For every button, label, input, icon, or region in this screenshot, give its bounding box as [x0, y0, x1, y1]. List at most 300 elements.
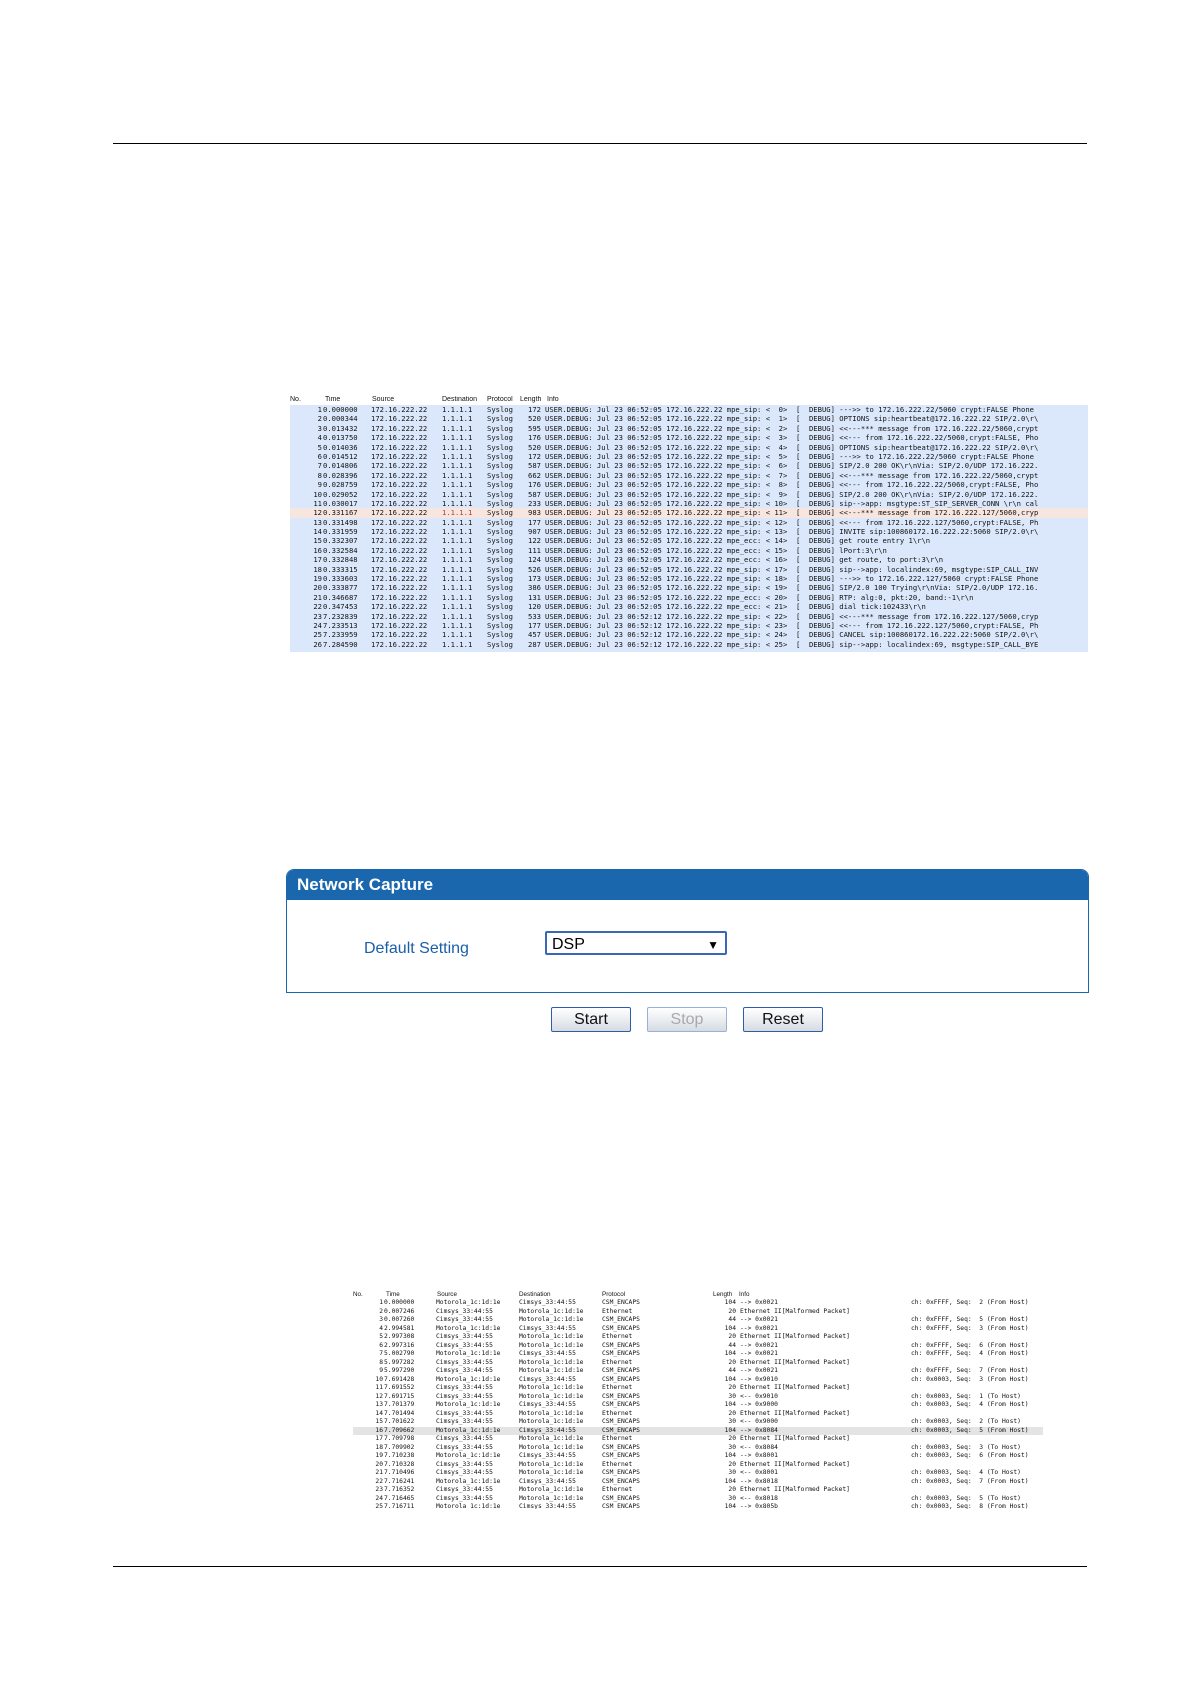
cell-length: 122: [528, 536, 541, 546]
cell-destination: 1.1.1.1: [442, 574, 473, 584]
cell-length: 176: [528, 480, 541, 490]
cell-source: 172.16.222.22: [371, 414, 428, 424]
table-row[interactable]: [353, 1350, 1043, 1359]
cell-length: 111: [528, 545, 541, 555]
table-row[interactable]: [290, 490, 1088, 499]
table-row[interactable]: [290, 565, 1088, 574]
cell-no: 1: [379, 1299, 383, 1306]
cell-info-channel: ch: 0x0003, Seq: 2 (To Host): [911, 1418, 1021, 1425]
table-row[interactable]: [353, 1503, 1043, 1509]
cell-info: USER.DEBUG: Jul 23 06:52:05 172.16.222.22 mpe_sip: < 0> [ DEBUG] --->> to 172.16.222.22/5060 crypt:FALSE Phone: [545, 405, 1034, 414]
cell-destination: 1.1.1.1: [442, 508, 473, 518]
cell-length: 386: [528, 583, 541, 593]
cell-destination: 1.1.1.1: [442, 480, 473, 490]
cell-info: <-- 0x8018: [740, 1494, 778, 1502]
syslog-capture-packet-list: [290, 396, 1088, 652]
cell-time: 7.716352: [384, 1486, 415, 1493]
cell-info: Ethernet II[Malformed Packet]: [740, 1333, 850, 1340]
cell-no: 19: [375, 1452, 383, 1459]
cell-info: --> 0x0021: [740, 1316, 778, 1323]
cell-no: 2: [317, 414, 322, 424]
table-row[interactable]: [353, 1461, 1043, 1470]
cell-time: 0.331959: [323, 527, 358, 537]
cell-destination: 1.1.1.1: [442, 433, 473, 443]
cell-protocol: Syslog: [487, 451, 513, 461]
cell-source: 172.16.222.22: [371, 630, 428, 640]
table-row[interactable]: [353, 1376, 1043, 1385]
cell-protocol: CSM_ENCAPS: [602, 1350, 640, 1357]
cell-info: USER.DEBUG: Jul 23 06:52:12 172.16.222.22 mpe_sip: < 24> [ DEBUG] CANCEL sip:100860172.16.222.22:5060 SIP/2.0\r\: [545, 630, 1039, 640]
column-header-destination: Destination: [442, 396, 478, 403]
table-row[interactable]: [353, 1333, 1043, 1342]
cell-destination: Cimsys_33:44:55: [519, 1477, 576, 1485]
cell-protocol: Syslog: [487, 564, 513, 574]
cell-length: 30: [728, 1392, 736, 1400]
cell-protocol: Syslog: [487, 602, 513, 612]
cell-time: 0.030017: [323, 498, 358, 508]
cell-destination: Motorola_1c:1d:1e: [519, 1367, 584, 1374]
table-row[interactable]: [290, 461, 1088, 470]
cell-destination: Motorola_1c:1d:1e: [519, 1316, 584, 1323]
cell-info: USER.DEBUG: Jul 23 06:52:05 172.16.222.22 mpe_sip: < 6> [ DEBUG] SIP/2.0 200 OK\r\nVia: SIP/2.0/UDP 172.16.222.: [545, 461, 1039, 471]
table-row[interactable]: [353, 1444, 1043, 1453]
cell-destination: 1.1.1.1: [442, 461, 473, 471]
cell-source: 172.16.222.22: [371, 423, 428, 433]
table-row[interactable]: [353, 1418, 1043, 1427]
cell-destination: 1.1.1.1: [442, 517, 473, 527]
cell-destination: Cimsys_33:44:55: [519, 1401, 576, 1408]
table-row[interactable]: [353, 1469, 1043, 1478]
cell-source: 172.16.222.22: [371, 405, 428, 414]
cell-time: 0.333603: [323, 574, 358, 584]
cell-length: 104: [724, 1299, 736, 1306]
column-header-length: Length: [713, 1291, 733, 1298]
cell-info-channel: ch: 0x0003, Seq: 3 (From Host): [911, 1375, 1029, 1383]
table-row[interactable]: [290, 574, 1088, 583]
cell-info: --> 0x8001: [740, 1452, 778, 1459]
cell-time: 0.000000: [384, 1299, 415, 1306]
cell-info: <-- 0x8084: [740, 1443, 778, 1451]
table-row[interactable]: [290, 593, 1088, 602]
column-header-info: Info: [739, 1291, 750, 1298]
cell-destination: 1.1.1.1: [442, 620, 473, 630]
cell-time: 7.701494: [384, 1409, 415, 1417]
cell-no: 15: [375, 1418, 383, 1425]
cell-length: 44: [728, 1367, 736, 1374]
cell-no: 17: [375, 1435, 383, 1442]
cell-length: 104: [724, 1350, 736, 1357]
column-header-time: Time: [325, 396, 341, 403]
cell-time: 7.716241: [384, 1477, 415, 1485]
cell-time: 7.716711: [384, 1503, 415, 1509]
table-row[interactable]: [353, 1410, 1043, 1419]
cell-info-channel: ch: 0xFFFF, Seq: 3 (From Host): [911, 1324, 1029, 1332]
cell-destination: 1.1.1.1: [442, 564, 473, 574]
cell-no: 16: [313, 545, 322, 555]
cell-length: 176: [528, 433, 541, 443]
table-row[interactable]: [290, 405, 1088, 414]
cell-info-channel: ch: 0x0003, Seq: 4 (To Host): [911, 1469, 1021, 1476]
cell-protocol: Syslog: [487, 574, 513, 584]
cell-no: 7: [379, 1350, 383, 1357]
cell-destination: Motorola_1c:1d:1e: [519, 1409, 584, 1417]
table-row[interactable]: [353, 1427, 1043, 1436]
cell-info: USER.DEBUG: Jul 23 06:52:05 172.16.222.22 mpe_ecc: < 20> [ DEBUG] RTP: alg:0, pkt:20, band:-1\r\n: [545, 592, 974, 602]
cell-length: 44: [728, 1316, 736, 1323]
cell-source: Cimsys_33:44:55: [436, 1392, 493, 1400]
table-row[interactable]: [290, 424, 1088, 433]
cell-source: Cimsys_33:44:55: [436, 1307, 493, 1315]
cell-protocol: Syslog: [487, 470, 513, 480]
table-row[interactable]: [290, 414, 1088, 423]
cell-time: 7.709902: [384, 1443, 415, 1451]
cell-destination: 1.1.1.1: [442, 639, 473, 649]
cell-no: 21: [375, 1469, 383, 1476]
table-row[interactable]: [290, 536, 1088, 545]
cell-protocol: CSM_ENCAPS: [602, 1316, 640, 1323]
cell-source: 172.16.222.22: [371, 498, 428, 508]
cell-info: USER.DEBUG: Jul 23 06:52:05 172.16.222.22 mpe_sip: < 12> [ DEBUG] <<--- from 172.16.222.127/5060,crypt:FALSE, Ph: [545, 517, 1039, 527]
cell-time: 0.347453: [323, 602, 358, 612]
cell-protocol: CSM_ENCAPS: [602, 1443, 640, 1451]
cell-no: 17: [313, 555, 322, 565]
cell-info: USER.DEBUG: Jul 23 06:52:05 172.16.222.22 mpe_ecc: < 15> [ DEBUG] lPort:3\r\n: [545, 545, 887, 555]
cell-time: 7.710496: [384, 1469, 415, 1476]
cell-time: 2.997308: [384, 1333, 415, 1340]
cell-destination: 1.1.1.1: [442, 489, 473, 499]
cell-info-channel: ch: 0xFFFF, Seq: 4 (From Host): [911, 1350, 1029, 1357]
cell-info: --> 0x805b: [740, 1503, 778, 1509]
cell-source: Motorola_1c:1d:1e: [436, 1375, 501, 1383]
table-row[interactable]: [353, 1367, 1043, 1376]
cell-source: 172.16.222.22: [371, 639, 428, 649]
cell-info-channel: ch: 0xFFFF, Seq: 5 (From Host): [911, 1316, 1029, 1323]
cell-protocol: Syslog: [487, 405, 513, 414]
cell-source: Motorola_1c:1d:1e: [436, 1299, 501, 1306]
cell-protocol: Syslog: [487, 414, 513, 424]
table-row[interactable]: [290, 499, 1088, 508]
table-row[interactable]: [290, 518, 1088, 527]
cell-protocol: CSM_ENCAPS: [602, 1452, 640, 1459]
table-row[interactable]: [290, 527, 1088, 536]
cell-info-channel: ch: 0xFFFF, Seq: 6 (From Host): [911, 1341, 1029, 1349]
cell-destination: Cimsys_33:44:55: [519, 1375, 576, 1383]
cell-info: USER.DEBUG: Jul 23 06:52:05 172.16.222.22 mpe_sip: < 10> [ DEBUG] sip-->app: msgtype:ST_SIP_SERVER_CONN \r\n cal: [545, 498, 1039, 508]
cell-length: 662: [528, 470, 541, 480]
table-row[interactable]: [353, 1342, 1043, 1351]
cell-destination: 1.1.1.1: [442, 527, 473, 537]
reset-button[interactable]: Reset: [743, 1007, 823, 1032]
cell-length: 124: [528, 555, 541, 565]
cell-protocol: CSM_ENCAPS: [602, 1418, 640, 1425]
table-row[interactable]: [353, 1393, 1043, 1402]
cell-no: 9: [379, 1367, 383, 1374]
cell-time: 7.691428: [384, 1375, 415, 1383]
cell-length: 104: [724, 1503, 736, 1509]
cell-protocol: CSM_ENCAPS: [602, 1401, 640, 1408]
cell-length: 457: [528, 630, 541, 640]
cell-time: 0.028759: [323, 480, 358, 490]
cell-time: 0.331498: [323, 517, 358, 527]
cell-no: 8: [379, 1358, 383, 1366]
cell-info: USER.DEBUG: Jul 23 06:52:05 172.16.222.22 mpe_sip: < 7> [ DEBUG] <<---*** message from 172.16.222.22/5060,crypt: [545, 470, 1039, 480]
cell-no: 12: [375, 1392, 383, 1400]
cell-info: Ethernet II[Malformed Packet]: [740, 1358, 850, 1366]
bottom-rule: [113, 1566, 1087, 1567]
cell-protocol: Syslog: [487, 611, 513, 621]
stop-button[interactable]: Stop: [647, 1007, 727, 1032]
column-header-destination: Destination: [519, 1291, 551, 1298]
table-row[interactable]: [290, 471, 1088, 480]
cell-destination: Cimsys_33:44:55: [519, 1299, 576, 1306]
cell-info: --> 0x0021: [740, 1367, 778, 1374]
cell-source: 172.16.222.22: [371, 442, 428, 452]
table-row[interactable]: [353, 1384, 1043, 1393]
cell-destination: Cimsys_33:44:55: [519, 1452, 576, 1459]
table-row[interactable]: [290, 602, 1088, 611]
column-header-source: Source: [437, 1291, 457, 1298]
cell-no: 4: [317, 433, 322, 443]
cell-info: USER.DEBUG: Jul 23 06:52:05 172.16.222.22 mpe_sip: < 18> [ DEBUG] --->> to 172.16.222.127/5060 crypt:FALSE Phone: [545, 574, 1039, 584]
table-row[interactable]: [353, 1316, 1043, 1325]
cell-time: 0.333877: [323, 583, 358, 593]
cell-source: Cimsys_33:44:55: [436, 1443, 493, 1451]
table-row[interactable]: [353, 1401, 1043, 1410]
cell-length: 907: [528, 527, 541, 537]
cell-destination: 1.1.1.1: [442, 414, 473, 424]
cell-no: 4: [379, 1324, 383, 1332]
table-row[interactable]: [290, 621, 1088, 630]
cell-info: USER.DEBUG: Jul 23 06:52:05 172.16.222.22 mpe_sip: < 1> [ DEBUG] OPTIONS sip:heartbeat@172.16.222.22 SIP/2.0\r\: [545, 414, 1039, 424]
table-row[interactable]: [353, 1495, 1043, 1504]
cell-info: --> 0x0021: [740, 1299, 778, 1306]
cell-time: 7.710328: [384, 1460, 415, 1468]
cell-info-channel: ch: 0x0003, Seq: 5 (From Host): [911, 1426, 1029, 1434]
cell-time: 0.332307: [323, 536, 358, 546]
cell-destination: Motorola_1c:1d:1e: [519, 1358, 584, 1366]
cell-no: 2: [379, 1307, 383, 1315]
cell-source: 172.16.222.22: [371, 433, 428, 443]
cell-source: Cimsys_33:44:55: [436, 1409, 493, 1417]
cell-no: 5: [317, 442, 322, 452]
cell-no: 14: [313, 527, 322, 537]
cell-destination: Motorola_1c:1d:1e: [519, 1460, 584, 1468]
start-button[interactable]: Start: [551, 1007, 631, 1032]
cell-source: 172.16.222.22: [371, 470, 428, 480]
cell-no: 8: [317, 470, 322, 480]
cell-protocol: Syslog: [487, 639, 513, 649]
cell-protocol: Ethernet: [602, 1307, 633, 1315]
table-row[interactable]: [353, 1452, 1043, 1461]
cell-protocol: CSM_ENCAPS: [602, 1392, 640, 1400]
cell-protocol: Syslog: [487, 489, 513, 499]
table-row[interactable]: [290, 640, 1088, 649]
cell-length: 131: [528, 592, 541, 602]
cell-destination: Cimsys_33:44:55: [519, 1324, 576, 1332]
cell-info-channel: ch: 0x0003, Seq: 3 (To Host): [911, 1443, 1021, 1451]
cell-info: --> 0x0021: [740, 1324, 778, 1332]
cell-destination: 1.1.1.1: [442, 451, 473, 461]
column-header-no: No.: [353, 1291, 363, 1298]
cell-info-channel: ch: 0xFFFF, Seq: 7 (From Host): [911, 1367, 1029, 1374]
cell-protocol: Ethernet: [602, 1409, 633, 1417]
table-row[interactable]: [353, 1299, 1043, 1308]
cell-protocol: CSM_ENCAPS: [602, 1341, 640, 1349]
cell-source: Cimsys_33:44:55: [436, 1460, 493, 1468]
cell-destination: 1.1.1.1: [442, 423, 473, 433]
dsp-capture-packet-list: [353, 1291, 1043, 1509]
default-setting-select[interactable]: [545, 931, 727, 955]
cell-length: 983: [528, 508, 541, 518]
cell-info: Ethernet II[Malformed Packet]: [740, 1307, 850, 1315]
cell-info: Ethernet II[Malformed Packet]: [740, 1435, 850, 1442]
cell-length: 104: [724, 1452, 736, 1459]
cell-no: 18: [375, 1443, 383, 1451]
cell-source: 172.16.222.22: [371, 611, 428, 621]
cell-protocol: Ethernet: [602, 1358, 633, 1366]
cell-protocol: CSM_ENCAPS: [602, 1494, 640, 1502]
cell-time: 7.233959: [323, 630, 358, 640]
cell-source: 172.16.222.22: [371, 564, 428, 574]
cell-source: Motorola_1c:1d:1e: [436, 1452, 501, 1459]
cell-protocol: Syslog: [487, 508, 513, 518]
cell-info: USER.DEBUG: Jul 23 06:52:12 172.16.222.22 mpe_sip: < 22> [ DEBUG] <<---*** message from 172.16.222.127/5060,cryp: [545, 611, 1039, 621]
cell-destination: Motorola_1c:1d:1e: [519, 1307, 584, 1315]
cell-source: 172.16.222.22: [371, 527, 428, 537]
cell-protocol: CSM_ENCAPS: [602, 1426, 640, 1434]
cell-time: 7.701622: [384, 1418, 415, 1425]
cell-info: USER.DEBUG: Jul 23 06:52:05 172.16.222.22 mpe_ecc: < 16> [ DEBUG] get route, to port:3\r\n: [545, 555, 944, 565]
cell-time: 7.710238: [384, 1452, 415, 1459]
network-capture-panel: [286, 869, 1089, 993]
cell-destination: Cimsys_33:44:55: [519, 1350, 576, 1357]
cell-no: 3: [379, 1316, 383, 1323]
table-row[interactable]: [290, 443, 1088, 452]
table-row[interactable]: [290, 480, 1088, 489]
cell-protocol: Syslog: [487, 620, 513, 630]
table-row[interactable]: [290, 546, 1088, 555]
cell-no: 16: [375, 1426, 383, 1434]
cell-time: 2.994581: [384, 1324, 415, 1332]
cell-length: 172: [528, 405, 541, 414]
cell-destination: 1.1.1.1: [442, 470, 473, 480]
cell-destination: Motorola_1c:1d:1e: [519, 1418, 584, 1425]
cell-source: 172.16.222.22: [371, 574, 428, 584]
cell-source: Cimsys_33:44:55: [436, 1341, 493, 1349]
cell-info: USER.DEBUG: Jul 23 06:52:05 172.16.222.22 mpe_ecc: < 14> [ DEBUG] get route entry 1\r\n: [545, 536, 931, 546]
cell-info: USER.DEBUG: Jul 23 06:52:05 172.16.222.22 mpe_sip: < 11> [ DEBUG] <<---*** message from 172.16.222.127/5060,cryp: [545, 508, 1039, 518]
table-row[interactable]: [290, 508, 1088, 517]
cell-source: Motorola_1c:1d:1e: [436, 1350, 501, 1357]
cell-length: 587: [528, 461, 541, 471]
table-row[interactable]: [290, 433, 1088, 442]
cell-no: 11: [375, 1384, 383, 1391]
table-row[interactable]: [290, 612, 1088, 621]
cell-destination: Motorola_1c:1d:1e: [519, 1333, 584, 1340]
top-rule: [113, 143, 1087, 144]
cell-destination: 1.1.1.1: [442, 442, 473, 452]
table-row[interactable]: [353, 1486, 1043, 1495]
cell-protocol: CSM_ENCAPS: [602, 1469, 640, 1476]
cell-protocol: Syslog: [487, 517, 513, 527]
cell-length: 20: [728, 1307, 736, 1315]
column-header-no: No.: [290, 396, 301, 403]
cell-info: --> 0x0021: [740, 1350, 778, 1357]
cell-no: 7: [317, 461, 322, 471]
column-header-source: Source: [372, 396, 395, 403]
cell-info: --> 0x9000: [740, 1401, 778, 1408]
cell-info: USER.DEBUG: Jul 23 06:52:12 172.16.222.22 mpe_sip: < 25> [ DEBUG] sip-->app: localindex:69, msgtype:SIP_CALL_BYE: [545, 639, 1039, 649]
cell-time: 2.997316: [384, 1341, 415, 1349]
cell-length: 104: [724, 1401, 736, 1408]
cell-protocol: Ethernet: [602, 1333, 633, 1340]
cell-length: 177: [528, 517, 541, 527]
cell-protocol: Ethernet: [602, 1460, 633, 1468]
table-row[interactable]: [290, 583, 1088, 592]
cell-protocol: Syslog: [487, 536, 513, 546]
cell-length: 20: [728, 1460, 736, 1468]
cell-info: --> 0x9010: [740, 1375, 778, 1383]
cell-time: 7.701379: [384, 1401, 415, 1408]
column-header-length: Length: [520, 396, 542, 403]
cell-no: 6: [379, 1341, 383, 1349]
cell-time: 0.000344: [323, 414, 358, 424]
cell-destination: 1.1.1.1: [442, 630, 473, 640]
cell-length: 595: [528, 423, 541, 433]
cell-destination: Motorola_1c:1d:1e: [519, 1341, 584, 1349]
cell-info: USER.DEBUG: Jul 23 06:52:05 172.16.222.22 mpe_sip: < 17> [ DEBUG] sip-->app: localindex:69, msgtype:SIP_CALL_INV: [545, 564, 1039, 574]
cell-length: 20: [728, 1333, 736, 1340]
cell-info: USER.DEBUG: Jul 23 06:52:05 172.16.222.22 mpe_sip: < 5> [ DEBUG] --->> to 172.16.222.22/5060 crypt:FALSE Phone: [545, 451, 1034, 461]
cell-no: 18: [313, 564, 322, 574]
cell-destination: 1.1.1.1: [442, 611, 473, 621]
cell-no: 5: [379, 1333, 383, 1340]
cell-time: 5.997282: [384, 1358, 415, 1366]
cell-time: 0.333315: [323, 564, 358, 574]
table-row[interactable]: [353, 1308, 1043, 1317]
cell-no: 11: [313, 498, 322, 508]
cell-length: 526: [528, 564, 541, 574]
cell-info: USER.DEBUG: Jul 23 06:52:12 172.16.222.22 mpe_sip: < 23> [ DEBUG] <<--- from 172.16.222.127/5060,crypt:FALSE, Ph: [545, 620, 1039, 630]
cell-source: Motorola_1c:1d:1e: [436, 1324, 501, 1332]
cell-length: 104: [724, 1477, 736, 1485]
packet-list-header: [290, 396, 1088, 405]
cell-source: 172.16.222.22: [371, 536, 428, 546]
table-row[interactable]: [290, 452, 1088, 461]
table-row[interactable]: [353, 1478, 1043, 1487]
column-header-time: Time: [386, 1291, 400, 1298]
default-setting-label: Default Setting: [364, 940, 469, 957]
table-row[interactable]: [353, 1359, 1043, 1368]
cell-no: 23: [313, 611, 322, 621]
cell-protocol: CSM_ENCAPS: [602, 1477, 640, 1485]
cell-source: 172.16.222.22: [371, 602, 428, 612]
cell-source: Motorola_1c:1d:1e: [436, 1503, 501, 1509]
table-row[interactable]: [353, 1435, 1043, 1444]
column-header-info: Info: [547, 396, 559, 403]
cell-source: Cimsys_33:44:55: [436, 1435, 493, 1442]
cell-no: 25: [313, 630, 322, 640]
cell-protocol: Ethernet: [602, 1486, 633, 1493]
table-row[interactable]: [290, 555, 1088, 564]
cell-length: 20: [728, 1384, 736, 1391]
cell-time: 0.346687: [323, 592, 358, 602]
cell-destination: Cimsys_33:44:55: [519, 1426, 576, 1434]
cell-destination: 1.1.1.1: [442, 592, 473, 602]
table-row[interactable]: [353, 1325, 1043, 1334]
table-row[interactable]: [290, 630, 1088, 639]
cell-no: 26: [313, 639, 322, 649]
